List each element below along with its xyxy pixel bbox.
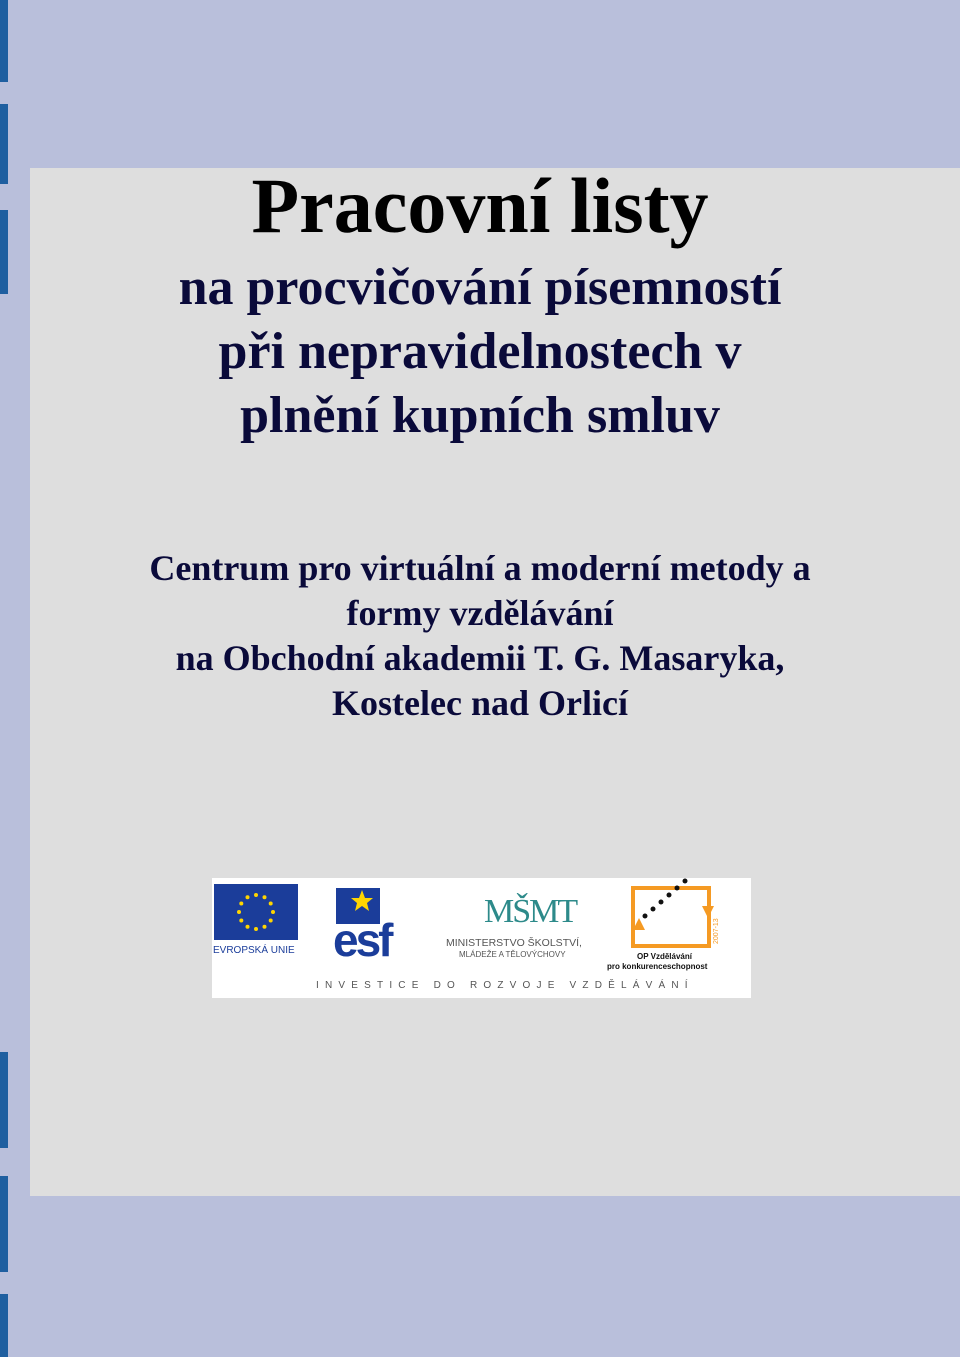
eu-star-icon xyxy=(237,910,241,914)
eu-star-icon xyxy=(246,895,250,899)
organization-line: na Obchodní akademii T. G. Masaryka, xyxy=(175,638,785,678)
eu-star-icon xyxy=(239,902,243,906)
document-title: Pracovní listy xyxy=(251,162,709,249)
organization-block xyxy=(0,546,960,726)
eu-star-icon xyxy=(254,893,258,897)
msmt-line-2: MLÁDEŽE A TĚLOVÝCHOVY xyxy=(459,950,566,959)
eu-star-icon xyxy=(254,927,258,931)
eu-star-icon xyxy=(263,925,267,929)
eu-star-icon xyxy=(263,895,267,899)
funding-logos xyxy=(212,878,751,998)
investment-tagline: INVESTICE DO ROZVOJE VZDĚLÁVÁNÍ xyxy=(316,980,694,991)
op-line-1: OP Vzdělávání xyxy=(637,952,692,961)
organization-line: formy vzdělávání xyxy=(346,593,614,633)
eu-label: EVROPSKÁ UNIE xyxy=(213,945,295,956)
document-subtitle xyxy=(0,256,960,448)
msmt-logo xyxy=(446,892,582,959)
edge-marker xyxy=(0,0,8,82)
eu-star-icon xyxy=(246,925,250,929)
op-education-logo xyxy=(607,879,720,972)
funding-logos-banner xyxy=(212,878,751,998)
eu-star-icon xyxy=(271,910,275,914)
subtitle-line: při nepravidelnostech v xyxy=(218,323,742,380)
op-line-2: pro konkurenceschopnost xyxy=(607,962,708,971)
msmt-line-1: MINISTERSTVO ŠKOLSTVÍ, xyxy=(446,937,582,949)
esf-logo xyxy=(333,888,394,966)
esf-label: esf xyxy=(333,914,391,966)
eu-flag-logo xyxy=(213,884,298,956)
eu-star-icon xyxy=(269,919,273,923)
organization-line: Kostelec nad Orlicí xyxy=(332,683,628,723)
op-years: 2007-13 xyxy=(713,918,720,944)
subtitle-line: plnění kupních smluv xyxy=(240,387,720,444)
organization-line: Centrum pro virtuální a moderní metody a xyxy=(149,548,811,588)
edge-marker xyxy=(0,1294,8,1357)
eu-star-icon xyxy=(239,919,243,923)
subtitle-line: na procvičování písemností xyxy=(178,259,782,316)
edge-marker xyxy=(0,1052,8,1148)
eu-star-icon xyxy=(269,902,273,906)
msmt-mark: MŠMT xyxy=(484,893,577,930)
edge-marker xyxy=(0,1176,8,1272)
